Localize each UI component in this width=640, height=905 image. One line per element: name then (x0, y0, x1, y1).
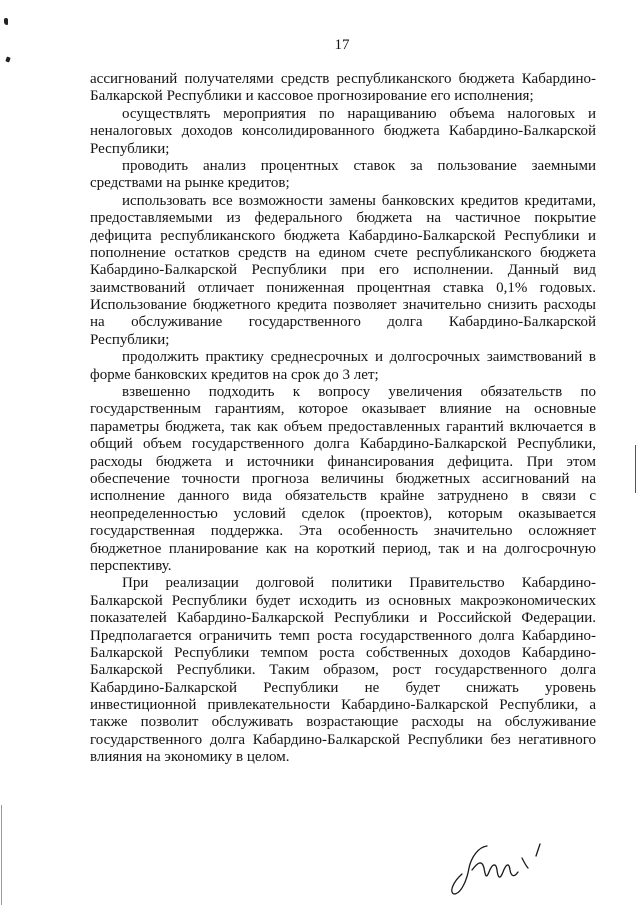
text-line: исполнение данного вида обязательств крайне затруднено в связи с (90, 488, 596, 505)
text-line: также позволит обслуживать возрастающие расходы на обслуживание (90, 714, 596, 731)
text-line: Кабардино-Балкарской Республики при его исполнении. Данный вид (90, 262, 596, 279)
text-line: Балкарской Республики. Таким образом, рост государственного долга (90, 662, 596, 679)
text-line: Использование бюджетного кредита позволяет значительно снизить расходы (90, 297, 596, 314)
text-line: неналоговых доходов консолидированного бюджета Кабардино-Балкарской (90, 123, 596, 140)
text-line: Республики; (90, 331, 170, 348)
text-line: обеспечение точности прогноза величины бюджетных ассигнований на (90, 470, 596, 487)
scan-edge-line (1, 805, 2, 905)
document-body (90, 71, 596, 767)
text-line: неопределенностью условий сделок (проектов), которым оказывается (90, 505, 596, 522)
text-line: пополнение остатков средств на едином счете республиканского бюджета (90, 244, 596, 261)
text-line: Кабардино-Балкарской Республики не будет снижать уровень (90, 679, 596, 696)
text-line: продолжить практику среднесрочных и долгосрочных заимствований в (122, 349, 596, 366)
paragraph (90, 106, 596, 158)
paragraph (90, 575, 596, 766)
text-line: влияния на экономику в целом. (90, 749, 290, 766)
text-line: При реализации долговой политики Правительство Кабардино- (122, 575, 596, 592)
text-line: государственным гарантиям, которое оказывает влияние на основные (90, 401, 596, 418)
text-line: государственная поддержка. Эта особенность значительно осложняет (90, 523, 596, 540)
text-line: проводить анализ процентных ставок за пользование заемными (122, 157, 596, 174)
text-line: взвешенно подходить к вопросу увеличения обязательств по (122, 384, 596, 401)
text-line: инвестиционной привлекательности Кабардино-Балкарской Республики, а (90, 697, 596, 714)
text-line: ассигнований получателями средств республиканского бюджета Кабардино- (90, 71, 596, 87)
scan-mark (5, 56, 10, 62)
text-line: на обслуживание государственного долга Кабардино-Балкарской (90, 314, 596, 331)
text-line: государственного долга Кабардино-Балкарской Республики без негативного (90, 731, 596, 748)
paragraph (90, 384, 596, 575)
text-line: перспективу. (90, 557, 172, 574)
paragraph (90, 193, 596, 350)
text-line: осуществлять мероприятия по наращиванию объема налоговых и (122, 105, 596, 122)
text-line: предоставляемыми из федерального бюджета на частичное покрытие (90, 210, 596, 227)
paragraph (90, 349, 596, 384)
text-line: параметры бюджета, так как объем предоставленных гарантий включается в (90, 418, 596, 435)
text-line: заимствований отличает пониженная процентная ставка 0,1% годовых. (90, 279, 596, 296)
text-line: использовать все возможности замены банковских кредитов кредитами, (122, 192, 596, 209)
text-line: Балкарской Республики и кассовое прогнозирование его исполнения; (90, 88, 534, 105)
text-line: форме банковских кредитов на срок до 3 лет; (90, 366, 379, 383)
scan-mark (4, 18, 8, 25)
text-line: бюджетное планирование как на короткий период, так и на долгосрочную (90, 540, 596, 557)
text-line: расходы бюджета и источники финансирования дефицита. При этом (90, 453, 596, 470)
text-line: Балкарской Республики темпом роста собственных доходов Кабардино- (90, 644, 596, 661)
text-line: Предполагается ограничить темп роста государственного долга Кабардино- (90, 627, 596, 644)
text-line: Балкарской Республики будет исходить из основных макроэкономических (90, 592, 596, 609)
text-line: дефицита республиканского бюджета Кабардино-Балкарской Республики и (90, 227, 596, 244)
paragraph (90, 71, 596, 106)
text-line: средствами на рынке кредитов; (90, 175, 290, 192)
signature (440, 828, 560, 904)
text-line: общий объем государственного долга Кабардино-Балкарской Республики, (90, 436, 596, 453)
text-line: показателей Кабардино-Балкарской Республики и Российской Федерации. (90, 610, 596, 627)
paragraph (90, 158, 596, 193)
text-line: Республики; (90, 140, 170, 157)
page-number: 17 (334, 37, 350, 53)
scan-edge-line (635, 445, 636, 493)
